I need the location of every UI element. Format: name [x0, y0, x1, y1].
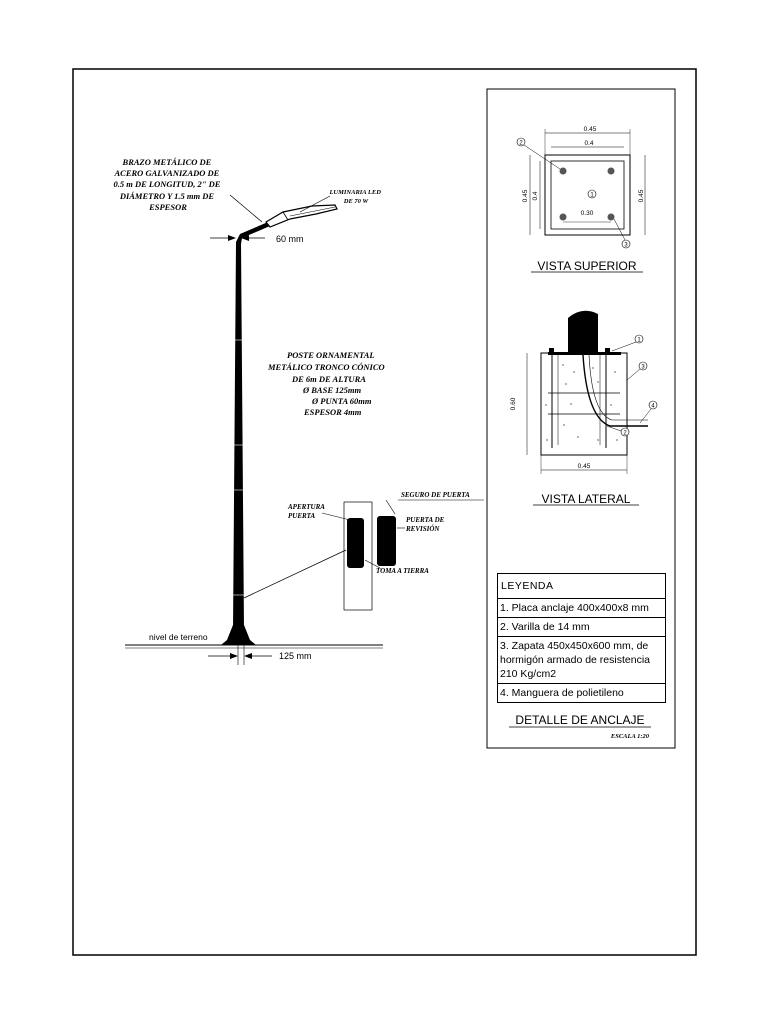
side-marker-1: 1: [637, 337, 641, 344]
top-dim-outer-height-right: 0.45: [638, 189, 645, 203]
pole-note: POSTE ORNAMENTAL METÁLICO TRONCO CÓNICO DE 6m DE ALTURA Ø BASE 125mm Ø PUNTA 60mm ESPESOR 4mm: [268, 350, 385, 417]
pole-shaft: [233, 242, 244, 630]
top-marker-2: 2: [519, 140, 523, 147]
inspection-door: [377, 516, 396, 566]
top-dim-inner-width: 0.4: [584, 140, 594, 147]
lamp-arm: [236, 222, 270, 244]
top-marker-1: 1: [590, 192, 594, 199]
pole-base: [221, 625, 256, 645]
top-dim-bolt-spacing: 0.30: [580, 210, 594, 217]
detail-scale: ESCALA 1:20: [610, 733, 649, 740]
base-dimension: 125 mm: [279, 651, 312, 661]
top-view: [517, 129, 645, 248]
door-lock-label: SEGURO DE PUERTA: [401, 491, 470, 499]
pole-stub: [568, 311, 598, 353]
arm-note: BRAZO METÁLICO DE ACERO GALVANIZADO DE 0.5 m DE LONGITUD, 2" DE DIÁMETRO Y 1.5 mm DE ESPESOR: [113, 157, 221, 212]
side-marker-2: 2: [623, 430, 627, 437]
top-dimension: 60 mm: [276, 234, 304, 244]
top-dim-outer-height: 0.45: [522, 189, 529, 203]
side-view: [527, 311, 657, 474]
conduit: [583, 355, 648, 426]
luminaire-note: LUMINARIA LED DE 70 W: [329, 189, 381, 205]
side-dim-width: 0.45: [577, 463, 591, 470]
footing-outline: [545, 155, 630, 235]
legend-header: LEYENDA: [498, 574, 665, 599]
top-dim-inner-height: 0.4: [532, 191, 539, 201]
top-marker-3: 3: [624, 242, 628, 249]
side-marker-4: 4: [651, 403, 655, 410]
side-dim-height: 0.60: [510, 397, 517, 411]
top-view-title: VISTA SUPERIOR: [537, 259, 637, 273]
legend-item: 4. Manguera de polietileno: [500, 687, 624, 699]
top-dim-outer-width: 0.45: [583, 126, 597, 133]
led-luminaire: [266, 205, 337, 227]
side-view-title: VISTA LATERAL: [541, 492, 631, 506]
door-opening: [347, 518, 364, 568]
legend-item: 2. Varilla de 14 mm: [498, 618, 665, 637]
door-opening-label: APERTURA PUERTA: [288, 503, 325, 520]
legend-table: [497, 573, 666, 703]
ground-tap-label: TOMA A TIERRA: [376, 567, 429, 575]
inspection-door-label: PUERTA DE REVISIÓN: [406, 516, 445, 533]
side-marker-3: 3: [641, 364, 645, 371]
legend-item: 1. Placa anclaje 400x400x8 mm: [498, 599, 665, 618]
legend-item: 3. Zapata 450x450x600 mm, de hormigón armado de resistencia 210 Kg/cm2: [498, 637, 665, 684]
door-detail: [322, 500, 484, 610]
detail-title: DETALLE DE ANCLAJE: [515, 713, 645, 727]
ground-level-label: nivel de terreno: [149, 632, 208, 642]
